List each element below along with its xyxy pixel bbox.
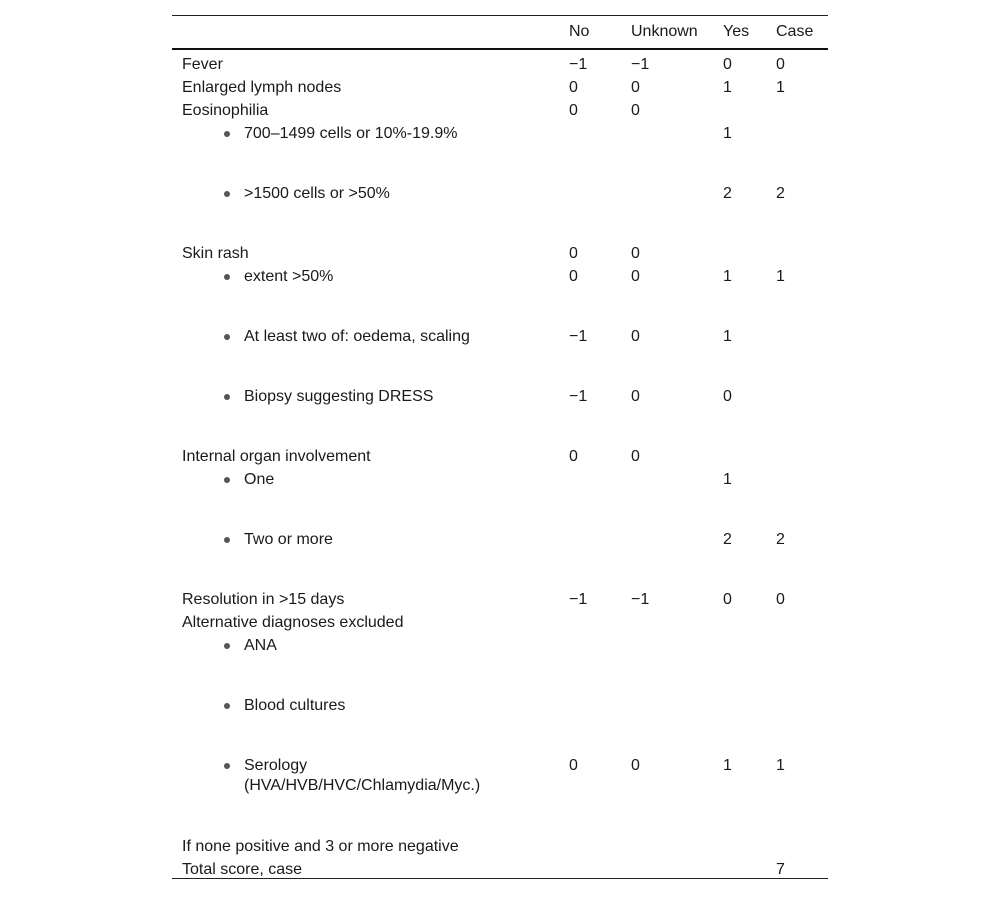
table-row (172, 585, 828, 608)
row-no: 0 (569, 757, 578, 774)
row-label: Blood cultures (244, 697, 346, 714)
table-row (172, 442, 828, 465)
row-yes: 1 (723, 79, 732, 96)
table-row (172, 751, 828, 832)
row-unknown: 0 (631, 388, 640, 405)
row-unknown: 0 (631, 79, 640, 96)
row-yes: 2 (723, 531, 732, 548)
row-label-line2: (HVA/HVB/HVC/Chlamydia/Myc.) (244, 777, 481, 794)
row-unknown: 0 (631, 448, 640, 465)
row-label: If none positive and 3 or more negative (182, 838, 459, 855)
table-row (172, 465, 828, 525)
row-no: −1 (569, 591, 588, 608)
row-label: extent >50% (244, 268, 334, 285)
row-label: Enlarged lymph nodes (182, 79, 342, 96)
row-yes: 2 (723, 185, 732, 202)
bullet-icon (224, 334, 230, 340)
row-unknown: 0 (631, 757, 640, 774)
bullet-icon (224, 477, 230, 483)
row-label: Resolution in >15 days (182, 591, 345, 608)
bullet-icon (224, 394, 230, 400)
row-label: Skin rash (182, 245, 249, 262)
header-yes: Yes (723, 23, 750, 40)
table-row (172, 608, 828, 631)
row-label: Total score, case (182, 861, 303, 878)
row-yes: 1 (723, 328, 732, 345)
bullet-icon (224, 763, 230, 769)
row-case: 2 (776, 185, 785, 202)
row-unknown: 0 (631, 328, 640, 345)
header-case: Case (776, 23, 814, 40)
row-label: Alternative diagnoses excluded (182, 614, 404, 631)
row-label: At least two of: oedema, scaling (244, 328, 470, 345)
row-label: Eosinophilia (182, 102, 269, 119)
row-label (244, 756, 480, 796)
table-row (172, 832, 828, 855)
bullet-icon (224, 274, 230, 280)
table-row-total (172, 855, 828, 878)
header-no: No (569, 23, 590, 40)
row-yes: 1 (723, 125, 732, 142)
row-unknown: −1 (631, 591, 650, 608)
table-row (172, 119, 828, 179)
table-row (172, 525, 828, 585)
row-case: 2 (776, 531, 785, 548)
row-yes: 1 (723, 268, 732, 285)
table-row (172, 96, 828, 119)
row-case: 1 (776, 268, 785, 285)
row-unknown: 0 (631, 245, 640, 262)
row-unknown: 0 (631, 268, 640, 285)
table-row (172, 239, 828, 262)
row-no: 0 (569, 245, 578, 262)
dress-score-table (172, 15, 828, 879)
row-case: 0 (776, 591, 785, 608)
table-row (172, 631, 828, 691)
row-unknown: −1 (631, 56, 650, 73)
row-yes: 0 (723, 388, 732, 405)
row-case: 0 (776, 56, 785, 73)
row-label: 700–1499 cells or 10%-19.9% (244, 125, 458, 142)
row-label: Biopsy suggesting DRESS (244, 388, 434, 405)
row-label-line1: Serology (244, 757, 308, 774)
table-row (172, 691, 828, 751)
bullet-icon (224, 703, 230, 709)
bullet-icon (224, 191, 230, 197)
row-yes: 0 (723, 56, 732, 73)
row-label: One (244, 471, 275, 488)
row-no: −1 (569, 56, 588, 73)
row-label: Internal organ involvement (182, 448, 371, 465)
row-label: Fever (182, 56, 223, 73)
row-yes: 0 (723, 591, 732, 608)
row-no: 0 (569, 448, 578, 465)
table-header-row (172, 16, 828, 50)
row-yes: 1 (723, 471, 732, 488)
table-row (172, 50, 828, 73)
header-unknown: Unknown (631, 23, 698, 40)
row-no: −1 (569, 328, 588, 345)
table-row (172, 382, 828, 442)
row-no: 0 (569, 102, 578, 119)
table-row (172, 322, 828, 382)
table-row (172, 262, 828, 322)
table-row (172, 73, 828, 96)
row-unknown: 0 (631, 102, 640, 119)
row-no: 0 (569, 268, 578, 285)
row-case: 1 (776, 757, 785, 774)
bullet-icon (224, 643, 230, 649)
row-no: 0 (569, 79, 578, 96)
table-row (172, 179, 828, 239)
bullet-icon (224, 131, 230, 137)
row-label: >1500 cells or >50% (244, 185, 390, 202)
row-no: −1 (569, 388, 588, 405)
row-label: ANA (244, 637, 277, 654)
bullet-icon (224, 537, 230, 543)
row-case: 1 (776, 79, 785, 96)
row-yes: 1 (723, 757, 732, 774)
row-case: 7 (776, 861, 785, 878)
row-label: Two or more (244, 531, 333, 548)
